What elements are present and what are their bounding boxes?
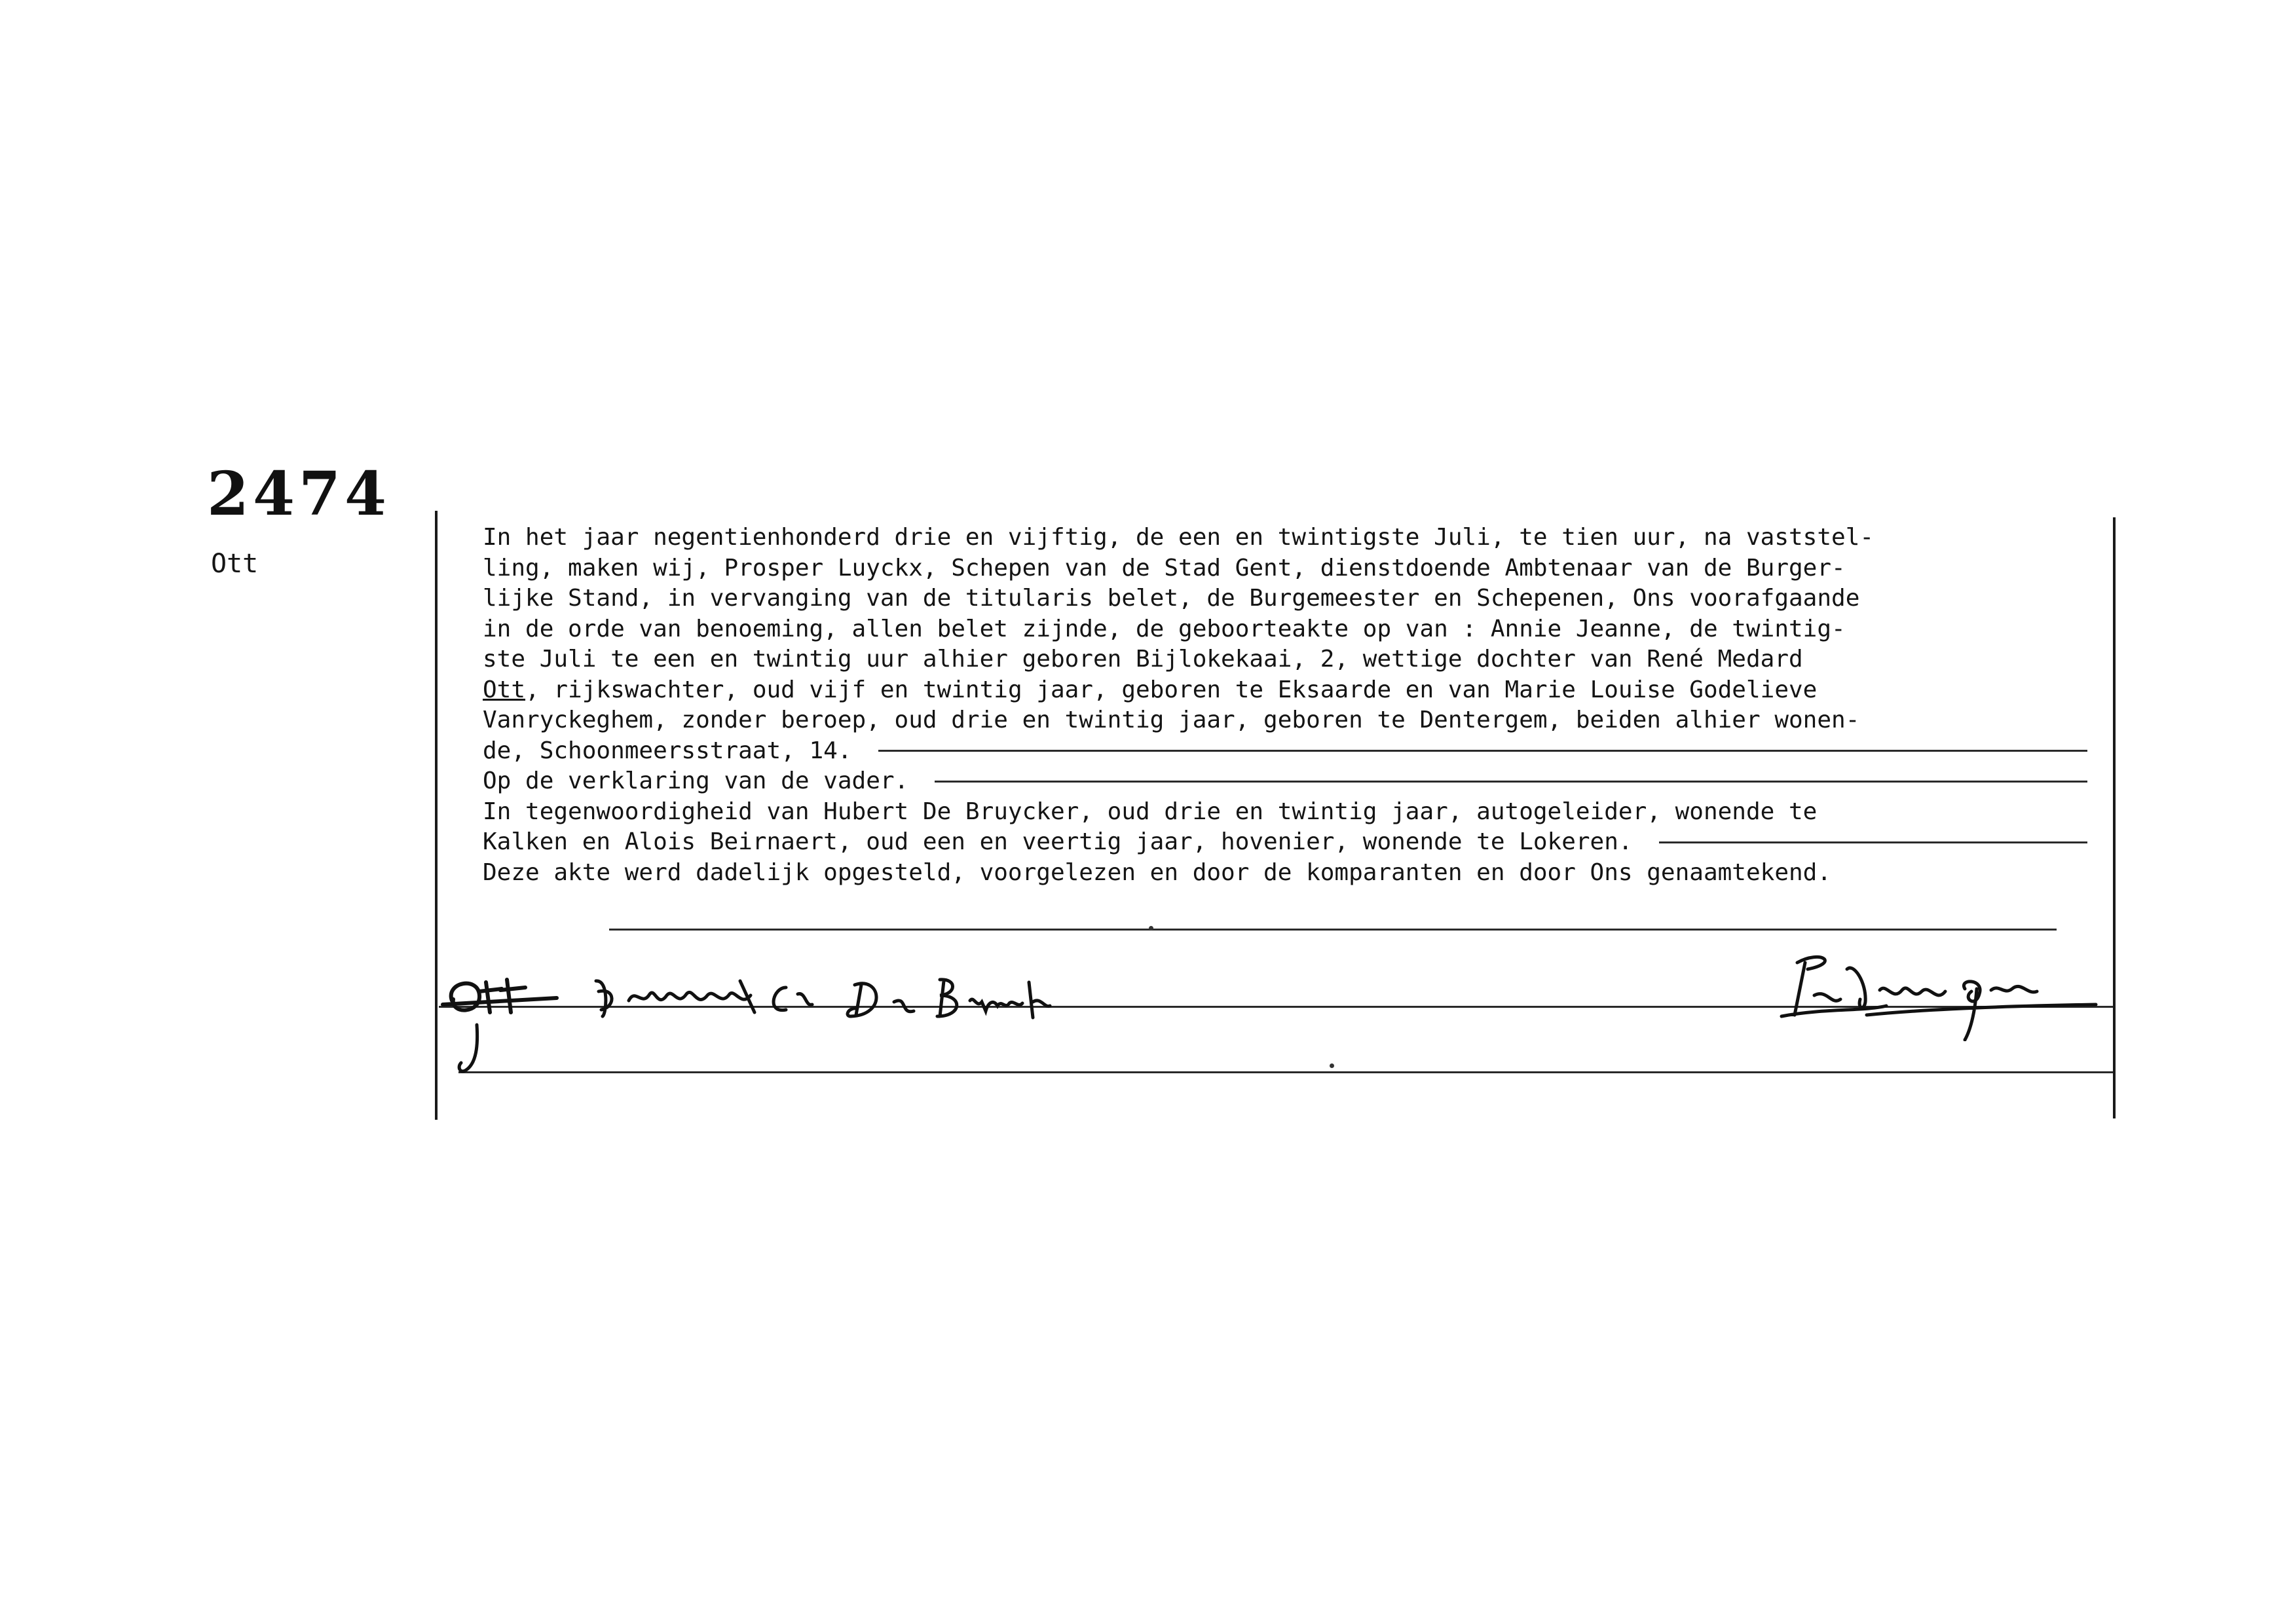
- record-number: 2474: [207, 458, 391, 529]
- signature-beirnaert: [589, 961, 838, 1027]
- fill-rule: [878, 750, 2087, 752]
- margin-surname: Ott: [211, 549, 259, 579]
- deed-line: In tegenwoordigheid van Hubert De Bruycker, oud drie en twintig jaar, autogeleider, wonende te: [483, 798, 1818, 825]
- deed-line-text: Kalken en Alois Beirnaert, oud een en veertig jaar, hovenier, wonende te Lokeren.: [483, 828, 1633, 855]
- father-surname-underlined: Ott: [483, 676, 526, 703]
- fill-rule: [935, 781, 2087, 783]
- birth-deed-text: [483, 523, 2114, 888]
- deed-line: Deze akte werd dadelijk opgesteld, voorgelezen en door de komparanten en door Ons genaamtekend.: [483, 858, 1832, 886]
- signature-luyckx: [1768, 943, 2102, 1041]
- deed-line: [483, 827, 2114, 858]
- deed-line: [483, 675, 2114, 706]
- deed-line: In het jaar negentienhonderd drie en vijftig, de een en twintigste Juli, te tien uur, na vaststel-: [483, 524, 1875, 551]
- deed-line: ste Juli te een en twintig uur alhier geboren Bijlokekaai, 2, wettige dochter van René Medard: [483, 646, 1803, 673]
- deed-line-text: Op de verklaring van de vader.: [483, 767, 909, 794]
- ink-dot: [1330, 1063, 1334, 1068]
- closing-rule: [609, 929, 2057, 931]
- deed-line-text: , rijkswachter, oud vijf en twintig jaar, geboren te Eksaarde en van Marie Louise Godelieve: [525, 676, 1818, 703]
- deed-line-text: de, Schoonmeersstraat, 14.: [483, 737, 852, 764]
- deed-line: in de orde van benoeming, allen belet zijnde, de geboorteakte op van : Annie Jeanne, de twintig-: [483, 615, 1846, 642]
- deed-line: [483, 736, 2114, 767]
- ink-dot: [1149, 926, 1153, 931]
- signature-de-bruycker: [842, 963, 1058, 1028]
- bottom-rule: [458, 1071, 2113, 1073]
- left-margin-rule: [435, 511, 438, 1120]
- deed-line: lijke Stand, in vervanging van de titularis belet, de Burgemeester en Schepenen, Ons voorafgaande: [483, 585, 1860, 612]
- deed-line: Vanryckeghem, zonder beroep, oud drie en twintig jaar, geboren te Dentergem, beiden alhier wonen-: [483, 707, 1860, 733]
- deed-line: [483, 766, 2114, 797]
- signature-ott-initial: [452, 1018, 491, 1077]
- fill-rule: [1659, 841, 2087, 843]
- deed-line: ling, maken wij, Prosper Luyckx, Schepen van de Stad Gent, dienstdoende Ambtenaar van de Burger-: [483, 554, 1846, 581]
